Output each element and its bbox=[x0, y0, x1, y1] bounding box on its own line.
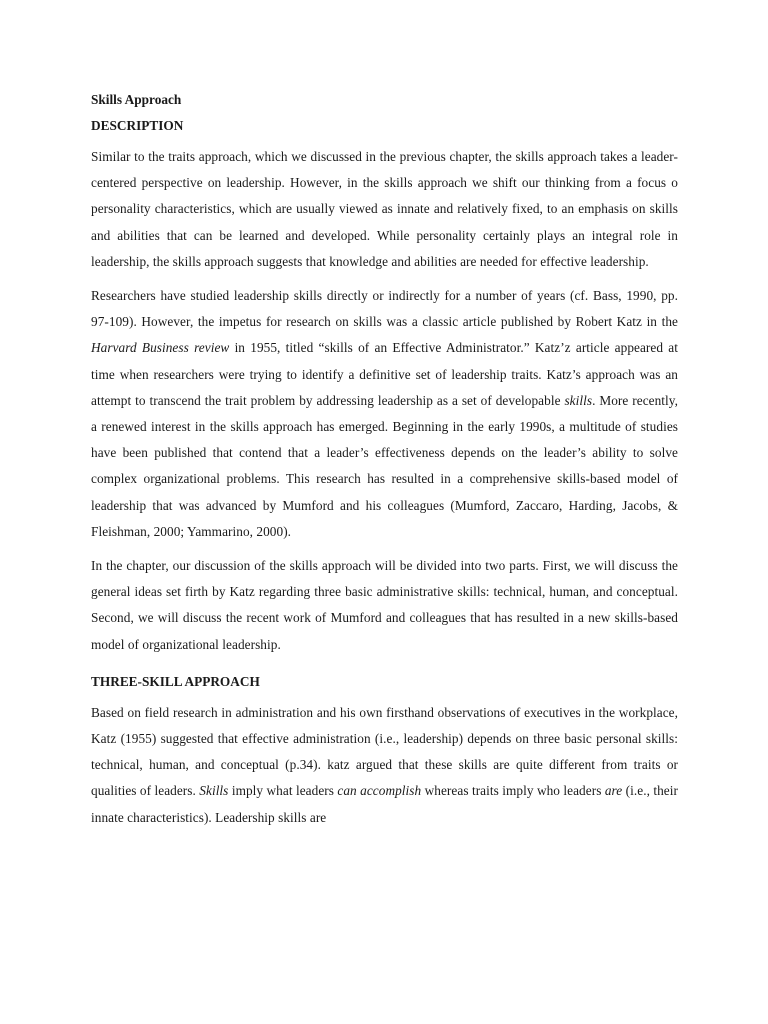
emphasis-skills: skills bbox=[564, 392, 593, 408]
paragraph-description-1: Similar to the traits approach, which we discussed in the previous chapter, the skills approach takes a leader-centered perspective on leadership. However, in the skills approach we shift our thinking from a focus o personality characteristics, which are usually viewed as innate and relatively fixed, to an emphasis on skills and abilities that can be learned and developed. While personality certainly plays an integral role in leadership, the skills approach suggests that knowledge and abilities are needed for effective leadership. bbox=[91, 149, 678, 269]
emphasis-skills-2: Skills bbox=[199, 783, 229, 799]
emphasis-are: are bbox=[604, 783, 623, 799]
paragraph-description-2: Researchers have studied leadership skills directly or indirectly for a number of years (cf. Bass, 1990, pp. 97-109). However, the impetus for research on skills was a classic article published by Robert Katz in the Harvard Business review in 1955, titled “skills of an Effective Administrator.” Katz’z article appeared at time when researchers were trying to identify a definitive set of leadership traits. Katz’s approach was an attempt to transcend the trait problem by addressing leadership as a set of developable skills. More recently, a renewed interest in the skills approach has emerged. Beginning in the early 1990s, a multitude of studies have been published that contend that a leader’s effectiveness depends on the leader’s ability to solve complex organizational problems. This research has resulted in a comprehensive skills-based model of leadership that was advanced by Mumford and his colleagues (Mumford, Zaccaro, Harding, Jacobs, & Fleishman, 2000; Yammarino, 2000). bbox=[91, 288, 678, 539]
section-heading-three-skill: THREE-SKILL APPROACH bbox=[91, 673, 260, 689]
document-title: Skills Approach bbox=[91, 92, 182, 107]
document-page bbox=[91, 90, 678, 831]
emphasis-can-accomplish: can accomplish bbox=[337, 783, 422, 799]
journal-title: Harvard Business review bbox=[91, 340, 230, 356]
paragraph-description-3: In the chapter, our discussion of the skills approach will be divided into two parts. First, we will discuss the general ideas set firth by Katz regarding three basic administrative skills: technical, human, and conceptual. Second, we will discuss the recent work of Mumford and colleagues that has resulted in a new skills-based model of organizational leadership. bbox=[91, 558, 678, 652]
paragraph-three-skill-1: Based on field research in administration and his own firsthand observations of executives in the workplace, Katz (1955) suggested that effective administration (i.e., leadership) depends on three basic personal skills: technical, human, and conceptual (p.34). katz argued that these skills are quite different from traits or qualities of leaders. Skills imply what leaders can accomplish whereas traits imply who leaders are (i.e., their innate characteristics). Leadership skills are bbox=[91, 704, 678, 825]
section-heading-description: DESCRIPTION bbox=[91, 118, 184, 133]
